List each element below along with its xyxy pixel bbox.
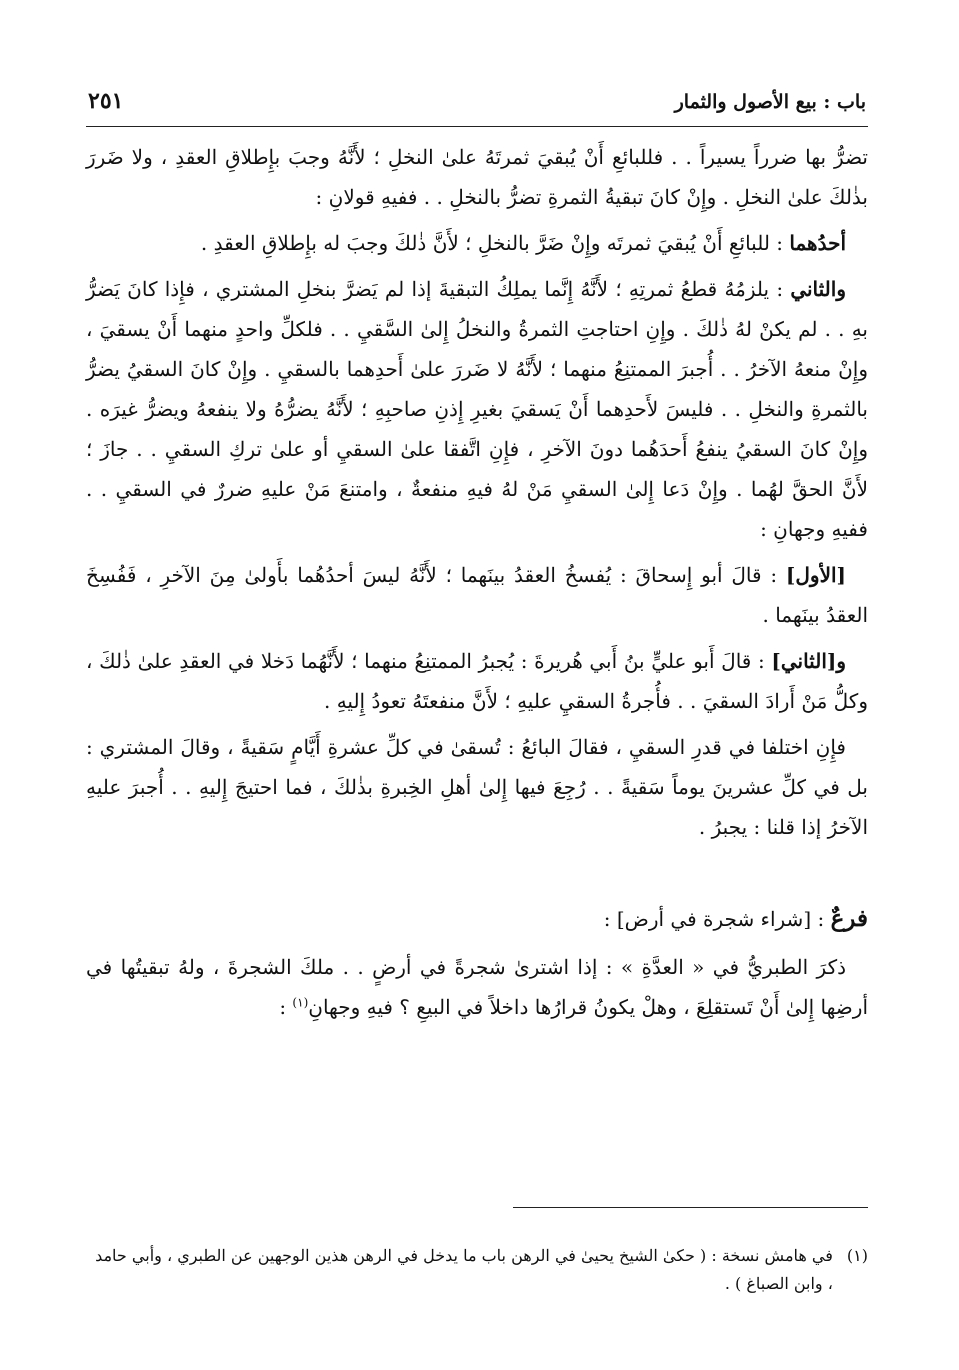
paragraph	[86, 727, 868, 847]
paragraph	[86, 269, 868, 549]
section-spacer	[86, 853, 868, 899]
footnote-number: (١)	[846, 1246, 868, 1265]
paragraph	[86, 947, 868, 1027]
paragraph-text: : للبائعِ أَنْ يُبقيَ ثمرتَه وإِنْ ضَرَّ بالنخلِ ؛ لأَنَّ ذٰلكَ وجبَ له بإِطلاقِ العقدِ .	[200, 231, 790, 255]
footnote	[86, 1242, 868, 1298]
paragraph-lead: و[الثاني]	[771, 649, 846, 673]
paragraph	[86, 137, 868, 217]
paragraph-text: : يلزمُهُ قطعُ ثمرتِهِ ؛ لأَنَّهُ إِنَّما يملِكُ التبقيةَ إذا لم يَضرَّ بنخلِ المشتري ، فإِذا كانَ يَضرُّ بهِ . . لم يكنْ لهُ ذٰلكَ . وإِنِ احتاجتِ الثمرةُ والنخلُ إِلىٰ السَّقيِ . . فلكلِّ واحدٍ منهما أَنْ يسقيَ ، وإِنْ منعهُ الآخرُ . . أُجبرَ الممتنِعُ منهما ؛ لأَنَّهُ لا ضَررَ علىٰ أَحدِهما بالسقيِ . وإِنْ كانَ السقيُ يضرُّ بالثمرةِ والنخلِ . . فليسَ لأَحدِهما أَنْ يَسقيَ بغيرِ إِذنِ صاحبِهِ ؛ لأَنَّهُ يضرُّهُ ولا ينفعهُ ويضرُّ غيرَه . وإِنْ كانَ السقيُ ينفعُ أَحدَهُما دونَ الآخرِ ، فإِنِ اتَّفقا علىٰ السقيِ أو علىٰ تركِ السقيِ . . جازَ ؛ لأَنَّ الحقَّ لهُما . وإِنْ دَعا إِلىٰ السقيِ مَنْ لهُ فيهِ منفعةٌ ، وامتنعَ مَنْ عليهِ ضررٌ في السقيِ . . ففيهِ وجهانِ :	[86, 277, 868, 541]
paragraph-lead: أحدُهما	[789, 231, 846, 255]
footnote-reference[interactable]: (١)	[292, 995, 309, 1010]
paragraph	[86, 641, 868, 721]
chapter-title: باب : بيع الأصول والثمار	[674, 91, 866, 113]
paragraph-text: تضرُّ بها ضرراً يسيراً . . فللبائعِ أَنْ يُبقيَ ثمرتَهُ علىٰ النخلِ ؛ لأَنَّهُ وجبَ بإِطلاقِ العقدِ ، ولا ضَررَ بذٰلكَ علىٰ النخلِ . وإِنْ كانَ تبقيةُ الثمرةِ تضرُّ بالنخلِ . . ففيهِ قولانِ :	[86, 145, 868, 209]
footnote-divider	[513, 1207, 868, 1208]
paragraph-text: ذكرَ الطبريُّ في « العدَّةِ » : إذا اشترىٰ شجرةً في أرضٍ . . ملكَ الشجرةَ ، ولهُ تبقيتُها في أرضِها إِلىٰ أَنْ تَستقلِعَ ، وهلْ يكونُ قرارُها داخلاً في البيعِ ؟ فيهِ وجهانِ	[86, 955, 868, 1019]
paragraph-text: فإِنِ اختلفا في قدرِ السقيِ ، فقالَ البائعُ : تُسقىٰ في كلِّ عشرةِ أَيَّامٍ سَقيةً ، وقالَ المشتري : بل في كلِّ عشرينَ يوماً سَقيةً . . رُجِعَ فيها إِلىٰ أهلِ الخِبرةِ بذٰلكَ ، فما احتيجَ إِليهِ . . أُجبرَ عليهِ الآخرُ إذا قلنا : يجبرُ .	[86, 735, 868, 839]
paragraph-tail: :	[279, 995, 293, 1019]
branch-word: فرعٌ	[830, 905, 868, 932]
paragraph-text: : قالَ أَبو عليٍّ بنُ أَبي هُريرةَ : يُجبرُ الممتنِعُ منهما ؛ لأَنَّهُما دَخلا في العقدِ علىٰ ذٰلكَ ، وكلُّ مَنْ أَرادَ السقيَ . . فأُجرةُ السقيِ عليهِ ؛ لأَنَّ منفعتَهُ تعودُ إِليهِ .	[86, 649, 868, 713]
branch-title: : [شراء شجرة في أرض] :	[603, 907, 831, 931]
paragraph-lead: والثاني	[790, 277, 846, 301]
page-body	[86, 137, 868, 1027]
paragraph	[86, 555, 868, 635]
page-content	[86, 88, 868, 1033]
page-header	[86, 88, 868, 127]
paragraph	[86, 223, 868, 263]
page-number: ٢٥١	[88, 88, 124, 114]
footnote-text: في هامش نسخة : ( حكىٰ الشيخ يحيىٰ في الرهن باب ما يدخل في الرهن هذين الوجهين عن الطبري ، وأبي حامد ، وابن الصباغ ) .	[95, 1246, 833, 1293]
paragraph-lead: [الأول]	[785, 563, 846, 587]
branch-heading	[86, 899, 868, 939]
paragraph-text: : قالَ أبو إِسحاقَ : يُفسخُ العقدُ بينَهما ؛ لأَنَّهُ ليسَ أحدُهُما بأَولىٰ مِنَ الآخرِ ، فَفُسِخَ العقدُ بينَهما .	[86, 563, 868, 627]
